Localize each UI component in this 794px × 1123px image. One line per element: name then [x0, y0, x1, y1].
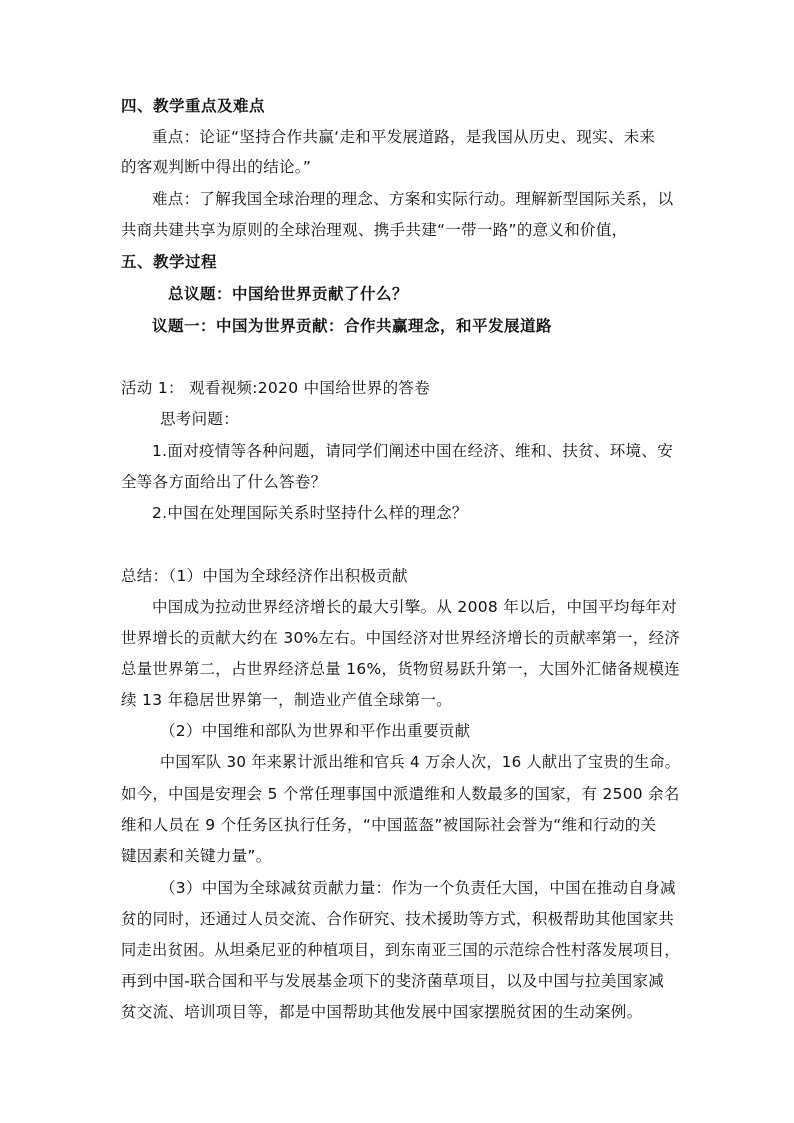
summary-point-one-line-3: 总量世界第二，占世界经济总量 16%，货物贸易跃升第一，大国外汇储备规模连 [121, 660, 681, 678]
summary-point-one-line-2: 世界增长的贡献大约在 30%左右。中国经济对世界经济增长的贡献率第一，经济 [121, 629, 681, 647]
think-questions-label: 思考问题： [160, 410, 240, 428]
summary-point-three-line-4: 再到中国-联合国和平与发展基金项下的斐济菌草项目，以及中国与拉美国家减 [121, 972, 665, 990]
question-two: 2.中国在处理国际关系时坚持什么样的理念？ [152, 504, 468, 522]
summary-point-two-line-2: 如今，中国是安理会 5 个常任理事国中派遣维和人数最多的国家，有 2500 余名 [121, 785, 680, 803]
section-four-heading: 四、教学重点及难点 [121, 97, 266, 115]
activity-one-title: 活动 1： 观看视频:2020 中国给世界的答卷 [121, 379, 431, 397]
section-five-heading: 五、教学过程 [121, 253, 218, 271]
key-point-line-1: 重点：论证“坚持合作共赢‘走和平发展道路，是我国从历史、现实、未来 [152, 128, 656, 146]
key-point-line-2: 的客观判断中得出的结论。” [121, 158, 312, 176]
summary-point-one-heading: 总结：（1）中国为全球经济作出积极贡献 [121, 567, 408, 585]
difficulty-line-1: 难点：了解我国全球治理的理念、方案和实际行动。理解新型国际关系，以 [152, 190, 674, 208]
question-one-line-2: 全等各方面给出了什么答卷？ [121, 473, 327, 491]
summary-point-two-line-1: 中国军队 30 年来累计派出维和官兵 4 万余人次，16 人献出了宝贵的生命。 [160, 753, 681, 771]
summary-point-one-line-4: 续 13 年稳居世界第一，制造业产值全球第一。 [121, 691, 452, 709]
difficulty-line-2: 共商共建共享为原则的全球治理观、携手共建“一带一路”的意义和价值， [121, 221, 628, 239]
summary-point-two-heading: （2）中国维和部队为世界和平作出重要贡献 [160, 722, 471, 740]
topic-one: 议题一：中国为世界贡献：合作共赢理念，和平发展道路 [152, 317, 553, 335]
summary-point-two-line-4: 键因素和关键力量”。 [121, 847, 272, 865]
overall-topic: 总议题：中国给世界贡献了什么？ [168, 285, 409, 303]
question-one-line-1: 1.面对疫情等各种问题，请同学们阐述中国在经济、维和、扶贫、环境、安 [152, 442, 673, 460]
summary-point-three-line-3: 同走出贫困。从坦桑尼亚的种植项目，到东南亚三国的示范综合性村落发展项目， [121, 941, 680, 959]
summary-point-three-line-2: 贫的同时，还通过人员交流、合作研究、技术援助等方式，积极帮助其他国家共 [121, 910, 675, 928]
summary-point-three-line-1: （3）中国为全球减贫贡献力量：作为一个负责任大国，中国在推动自身减 [160, 879, 676, 897]
summary-point-one-line-1: 中国成为拉动世界经济增长的最大引擎。从 2008 年以后，中国平均每年对 [152, 598, 678, 616]
summary-point-three-line-5: 贫交流、培训项目等，都是中国帮助其他发展中国家摆脱贫困的生动案例。 [121, 1003, 643, 1021]
summary-point-two-line-3: 维和人员在 9 个任务区执行任务，“中国蓝盔”被国际社会誉为“维和行动的关 [121, 816, 657, 834]
